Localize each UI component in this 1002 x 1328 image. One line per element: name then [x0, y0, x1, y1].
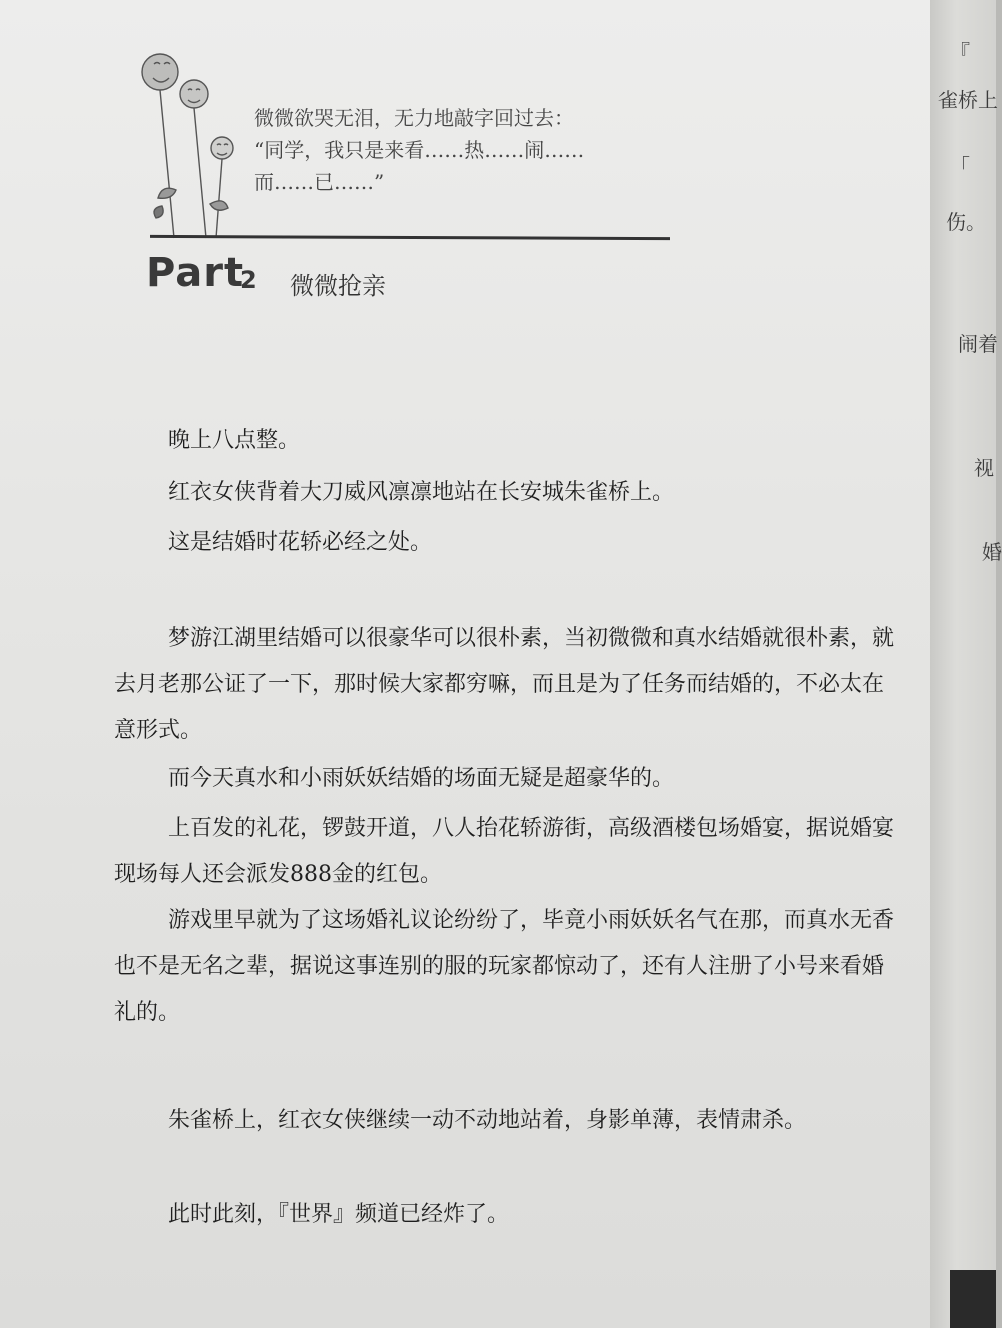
- edge-text: 雀桥上: [938, 88, 998, 112]
- next-page-edge: [930, 0, 1002, 1328]
- edge-text: 伤。: [946, 210, 986, 234]
- edge-text: 闹着: [958, 332, 998, 356]
- background-shadow: [950, 1270, 996, 1328]
- chapter-title: 微微抢亲: [290, 272, 386, 300]
- edge-text: 「: [950, 154, 970, 178]
- edge-text: 『: [950, 40, 970, 64]
- paragraph: 此时此刻，『世界』频道已经炸了。: [168, 1202, 510, 1227]
- paragraph: 红衣女侠背着大刀威风凛凛地站在长安城朱雀桥上。: [168, 480, 675, 505]
- paragraph: 这是结婚时花轿必经之处。: [168, 530, 433, 555]
- part-number: 2: [240, 266, 257, 294]
- quote-block: [254, 102, 684, 198]
- edge-text: 视: [974, 456, 994, 480]
- quote-line: 而……已……”: [254, 170, 385, 194]
- paragraph: 上百发的礼花，锣鼓开道，八人抬花轿游街，高级酒楼包场婚宴，据说婚宴现场每人还会派发888金的红包。: [114, 816, 895, 887]
- quote-line: 微微欲哭无泪，无力地敲字回过去：: [254, 106, 574, 130]
- edge-text: 婚: [982, 540, 1002, 564]
- part-label: Part: [146, 250, 245, 296]
- paragraph: 朱雀桥上，红衣女侠继续一动不动地站着，身影单薄，表情肃杀。: [168, 1108, 807, 1133]
- flower-faces-illustration: [136, 40, 256, 240]
- paragraph: 游戏里早就为了这场婚礼议论纷纷了，毕竟小雨妖妖名气在那，而真水无香也不是无名之辈，据说这事连别的服的玩家都惊动了，还有人注册了小号来看婚礼的。: [114, 908, 895, 1025]
- quote-line: “同学，我只是来看……热……闹……: [254, 138, 585, 162]
- paragraph: 而今天真水和小雨妖妖结婚的场面无疑是超豪华的。: [168, 766, 675, 791]
- paragraph: 梦游江湖里结婚可以很豪华可以很朴素，当初微微和真水结婚就很朴素，就去月老那公证了一下，那时候大家都穷嘛，而且是为了任务而结婚的，不必太在意形式。: [114, 626, 895, 743]
- paragraph: 晚上八点整。: [168, 428, 301, 453]
